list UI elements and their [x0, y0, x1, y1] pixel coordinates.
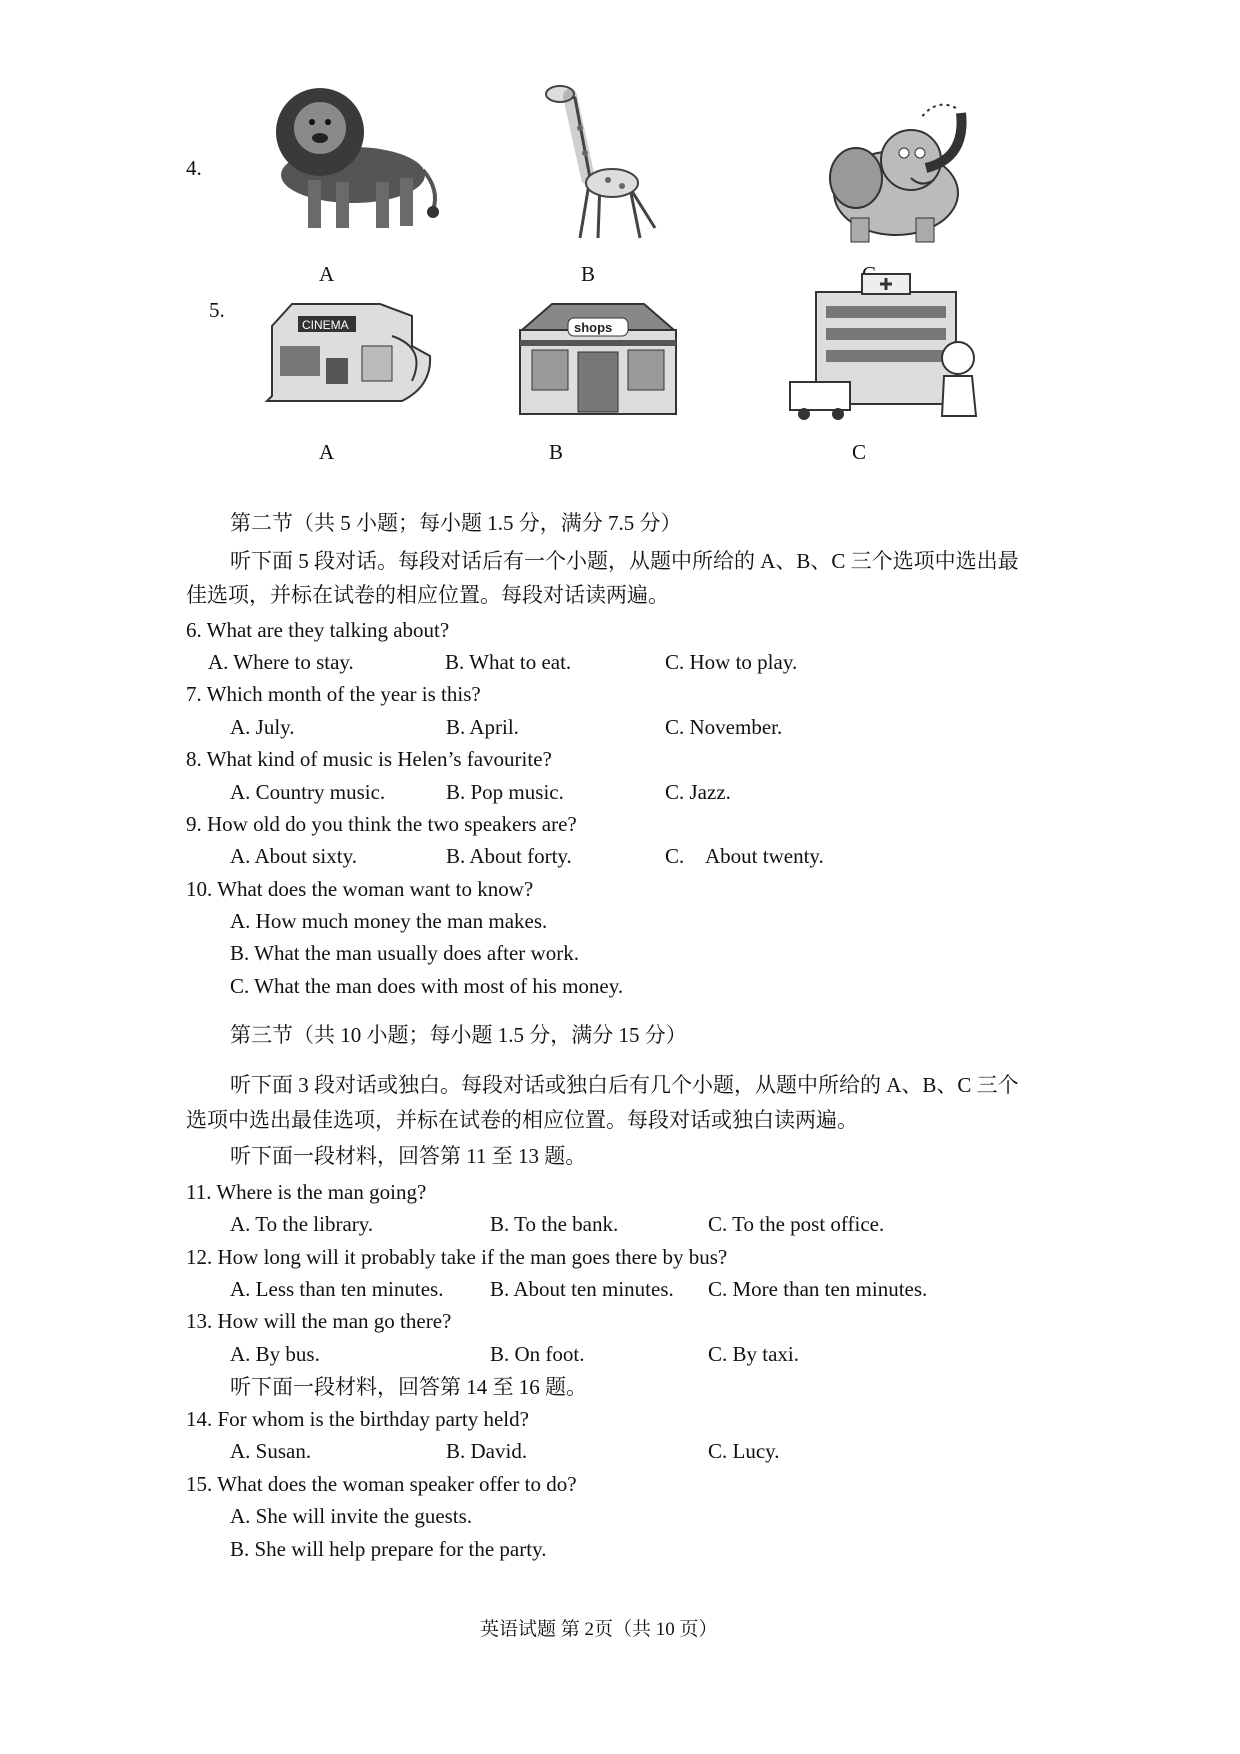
material1-intro: 听下面一段材料，回答第 11 至 13 题。 [230, 1144, 587, 1168]
question-11-text: 11. Where is the man going? [186, 1180, 427, 1204]
q5-option-b-label: B [549, 440, 564, 464]
q4-option-b-label: B [581, 262, 596, 286]
lion-picture [258, 70, 446, 238]
question-10-option-a: A. How much money the man makes. [230, 909, 548, 933]
question-13-text: 13. How will the man go there? [186, 1309, 452, 1333]
section3-instructions-line1: 听下面 3 段对话或独白。每段对话或独白后有几个小题，从题中所给的 A、B、C 三个 [230, 1073, 1019, 1097]
question-8-option-a: A. Country music. [230, 780, 386, 804]
section3-instructions-line2: 选项中选出最佳选项，并标在试卷的相应位置。每段对话或独白读两遍。 [186, 1108, 858, 1132]
question-6-text: 6. What are they talking about? [186, 618, 450, 642]
q4-option-a-label: A [319, 262, 335, 286]
question-8-option-c: C. Jazz. [665, 780, 731, 804]
hospital-picture [782, 266, 984, 424]
shops-sign-text: shops [574, 320, 613, 335]
question-14-option-a: A. Susan. [230, 1439, 312, 1463]
question-13-option-a: A. By bus. [230, 1342, 320, 1366]
material2-intro: 听下面一段材料，回答第 14 至 16 题。 [230, 1375, 587, 1399]
question-9-option-b: B. About forty. [446, 844, 572, 868]
question-10-text: 10. What does the woman want to know? [186, 877, 534, 901]
question-7-option-b: B. April. [446, 715, 519, 739]
question-15-text: 15. What does the woman speaker offer to do? [186, 1472, 577, 1496]
shops-picture [512, 290, 684, 420]
question-7-option-c: C. November. [665, 715, 783, 739]
section3-heading: 第三节（共 10 小题；每小题 1.5 分，满分 15 分） [230, 1023, 687, 1047]
question-8-option-b: B. Pop music. [446, 780, 564, 804]
question-7-text: 7. Which month of the year is this? [186, 682, 481, 706]
elephant-picture [816, 98, 994, 248]
q5-option-a-label: A [319, 440, 335, 464]
question-9-option-c-letter: C. [665, 844, 685, 868]
page-footer: 英语试题 第 2页（共 10 页） [480, 1619, 718, 1640]
question-9-text: 9. How old do you think the two speakers are? [186, 812, 577, 836]
cinema-picture [262, 286, 434, 416]
question-6-option-b: B. What to eat. [445, 650, 572, 674]
question-11-option-a: A. To the library. [230, 1212, 374, 1236]
question-12-option-a: A. Less than ten minutes. [230, 1277, 444, 1301]
giraffe-picture [530, 78, 670, 248]
question-13-option-b: B. On foot. [490, 1342, 585, 1366]
question-4-number: 4. [186, 156, 202, 180]
question-6-option-a: A. Where to stay. [208, 650, 354, 674]
section2-instructions-line1: 听下面 5 段对话。每段对话后有一个小题，从题中所给的 A、B、C 三个选项中选出最 [230, 549, 1019, 573]
question-7-option-a: A. July. [230, 715, 295, 739]
section2-heading: 第二节（共 5 小题；每小题 1.5 分，满分 7.5 分） [230, 511, 682, 535]
question-10-option-c: C. What the man does with most of his money. [230, 974, 624, 998]
q5-option-c-label: C [852, 440, 867, 464]
question-12-text: 12. How long will it probably take if the man goes there by bus? [186, 1245, 728, 1269]
question-14-option-b: B. David. [446, 1439, 528, 1463]
question-5-number: 5. [209, 298, 225, 322]
question-12-option-b: B. About ten minutes. [490, 1277, 674, 1301]
question-14-text: 14. For whom is the birthday party held? [186, 1407, 529, 1431]
question-12-option-c: C. More than ten minutes. [708, 1277, 928, 1301]
question-9-option-c: About twenty. [705, 844, 824, 868]
question-15-option-b: B. She will help prepare for the party. [230, 1537, 547, 1561]
question-9-option-a: A. About sixty. [230, 844, 357, 868]
question-14-option-c: C. Lucy. [708, 1439, 780, 1463]
question-6-option-c: C. How to play. [665, 650, 798, 674]
question-11-option-b: B. To the bank. [490, 1212, 619, 1236]
question-13-option-c: C. By taxi. [708, 1342, 800, 1366]
question-10-option-b: B. What the man usually does after work. [230, 941, 579, 965]
question-15-option-a: A. She will invite the guests. [230, 1504, 473, 1528]
question-11-option-c: C. To the post office. [708, 1212, 885, 1236]
question-8-text: 8. What kind of music is Helen’s favourite? [186, 747, 552, 771]
cinema-sign-text: CINEMA [302, 318, 349, 332]
section2-instructions-line2: 佳选项，并标在试卷的相应位置。每段对话读两遍。 [186, 583, 669, 607]
